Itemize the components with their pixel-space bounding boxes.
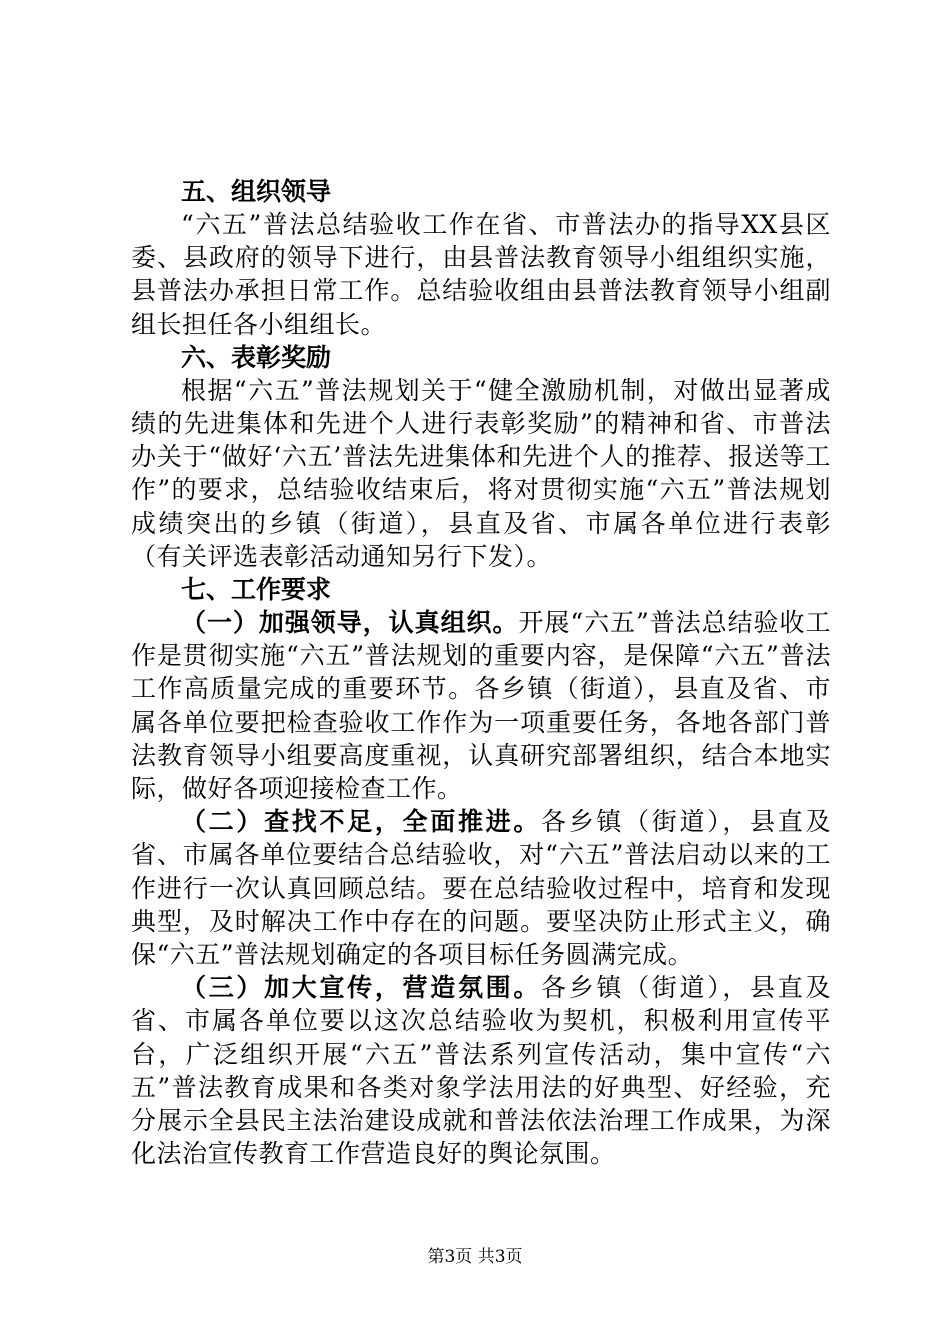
section-heading-7: 七、工作要求 bbox=[181, 575, 332, 605]
requirement-item-1-text: 开展“六五”普法总结验收工作是贯彻实施“六五”普法规划的重要内容，是保障“六五”普法工作高质量完成的重要环节。各乡镇（街道），县直及省、市属各单位要把检查验收工作作为一项重要任务，各地各部门普法教育领导小组要高度重视，认真研究部署组织，结合本地实际，做好各项迎接检查工作。 bbox=[131, 608, 831, 804]
requirement-item-1-lead: （一）加强领导，认真组织。 bbox=[181, 608, 519, 638]
section-heading-5: 五、组织领导 bbox=[181, 177, 332, 206]
requirement-item-2-text: 各乡镇（街道），县直及省、市属各单位要结合总结验收，对“六五”普法启动以来的工作进行一次认真回顾总结。要在总结验收过程中，培育和发现典型，及时解决工作中存在的问题。要坚决防止形式主义，确保“六五”普法规划确定的各项目标任务圆满完成。 bbox=[131, 807, 831, 970]
requirement-item-1 bbox=[131, 606, 831, 805]
section-6-paragraph: 根据“六五”普法规划关于“健全激励机制，对做出显著成绩的先进集体和先进个人进行表彰奖励”的精神和省、市普法办关于“做好‘六五’普法先进集体和先进个人的推荐、报送等工作”的要求，总结验收结束后，将对贯彻实施“六五”普法规划成绩突出的乡镇（街道），县直及省、市属各单位进行表彰（有关评选表彰活动通知另行下发）。 bbox=[131, 375, 831, 571]
document-body bbox=[131, 175, 831, 1170]
requirement-item-2 bbox=[131, 805, 831, 971]
requirement-item-3-text: 各乡镇（街道），县直及省、市属各单位要以这次总结验收为契机，积极利用宣传平台，广泛组织开展“六五”普法系列宣传活动，集中宣传“六五”普法教育成果和各类对象学法用法的好典型、好经验，充分展示全县民主法治建设成就和普法依法治理工作成果，为深化法治宣传教育工作营造良好的舆论氛围。 bbox=[131, 973, 831, 1169]
page-number-footer: 第3页 共3页 bbox=[427, 1247, 523, 1267]
requirement-item-3 bbox=[131, 971, 831, 1170]
section-heading-6: 六、表彰奖励 bbox=[181, 342, 332, 372]
requirement-item-2-lead: （二）查找不足，全面推进。 bbox=[181, 807, 542, 837]
requirement-item-3-lead: （三）加大宣传，营造氛围。 bbox=[181, 973, 542, 1003]
section-5-paragraph: “六五”普法总结验收工作在省、市普法办的指导XX县区委、县政府的领导下进行，由县普法教育领导小组组织实施，县普法办承担日常工作。总结验收组由县普法教育领导小组副组长担任各小组组长。 bbox=[131, 210, 831, 339]
